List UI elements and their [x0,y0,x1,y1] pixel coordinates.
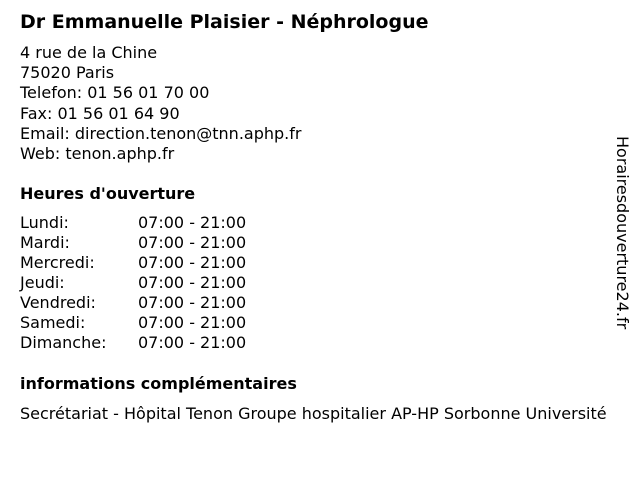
hours-day: Jeudi: [20,273,65,292]
hours-time: 07:00 - 21:00 [138,213,247,232]
hours-time: 07:00 - 21:00 [138,253,247,272]
hours-row-vendredi [20,293,246,313]
hours-day: Lundi: [20,213,69,232]
address-street: 4 rue de la Chine [20,43,158,62]
additional-info-text: Secrétariat - Hôpital Tenon Groupe hospitalier AP-HP Sorbonne Université [20,404,607,423]
hours-row-mercredi [20,253,246,273]
watermark-text: Horairesdouverture24.fr [613,136,632,330]
hours-time: 07:00 - 21:00 [138,273,247,292]
contact-block [20,43,301,164]
hours-day: Mercredi: [20,253,95,272]
hours-row-lundi [20,213,246,233]
page-title: Dr Emmanuelle Plaisier - Néphrologue [20,11,429,33]
additional-info-heading: informations complémentaires [20,374,297,393]
phone-number: Telefon: 01 56 01 70 00 [20,83,210,103]
hours-time: 07:00 - 21:00 [138,333,247,352]
hours-time: 07:00 - 21:00 [138,313,247,332]
hours-day: Mardi: [20,233,70,252]
site-watermark [611,136,635,346]
opening-hours-heading: Heures d'ouverture [20,184,196,203]
hours-day: Vendredi: [20,293,96,312]
hours-time: 07:00 - 21:00 [138,233,247,252]
hours-time: 07:00 - 21:00 [138,293,247,312]
hours-row-jeudi [20,273,246,293]
hours-day: Samedi: [20,313,86,332]
address-city: 75020 Paris [20,63,115,83]
hours-row-samedi [20,313,246,333]
hours-row-mardi [20,233,246,253]
fax-number: Fax: 01 56 01 64 90 [20,103,180,123]
website: Web: tenon.aphp.fr [20,144,175,164]
opening-hours-table [20,213,246,353]
hours-day: Dimanche: [20,333,107,352]
hours-row-dimanche [20,333,246,353]
email-address: Email: direction.tenon@tnn.aphp.fr [20,123,302,143]
